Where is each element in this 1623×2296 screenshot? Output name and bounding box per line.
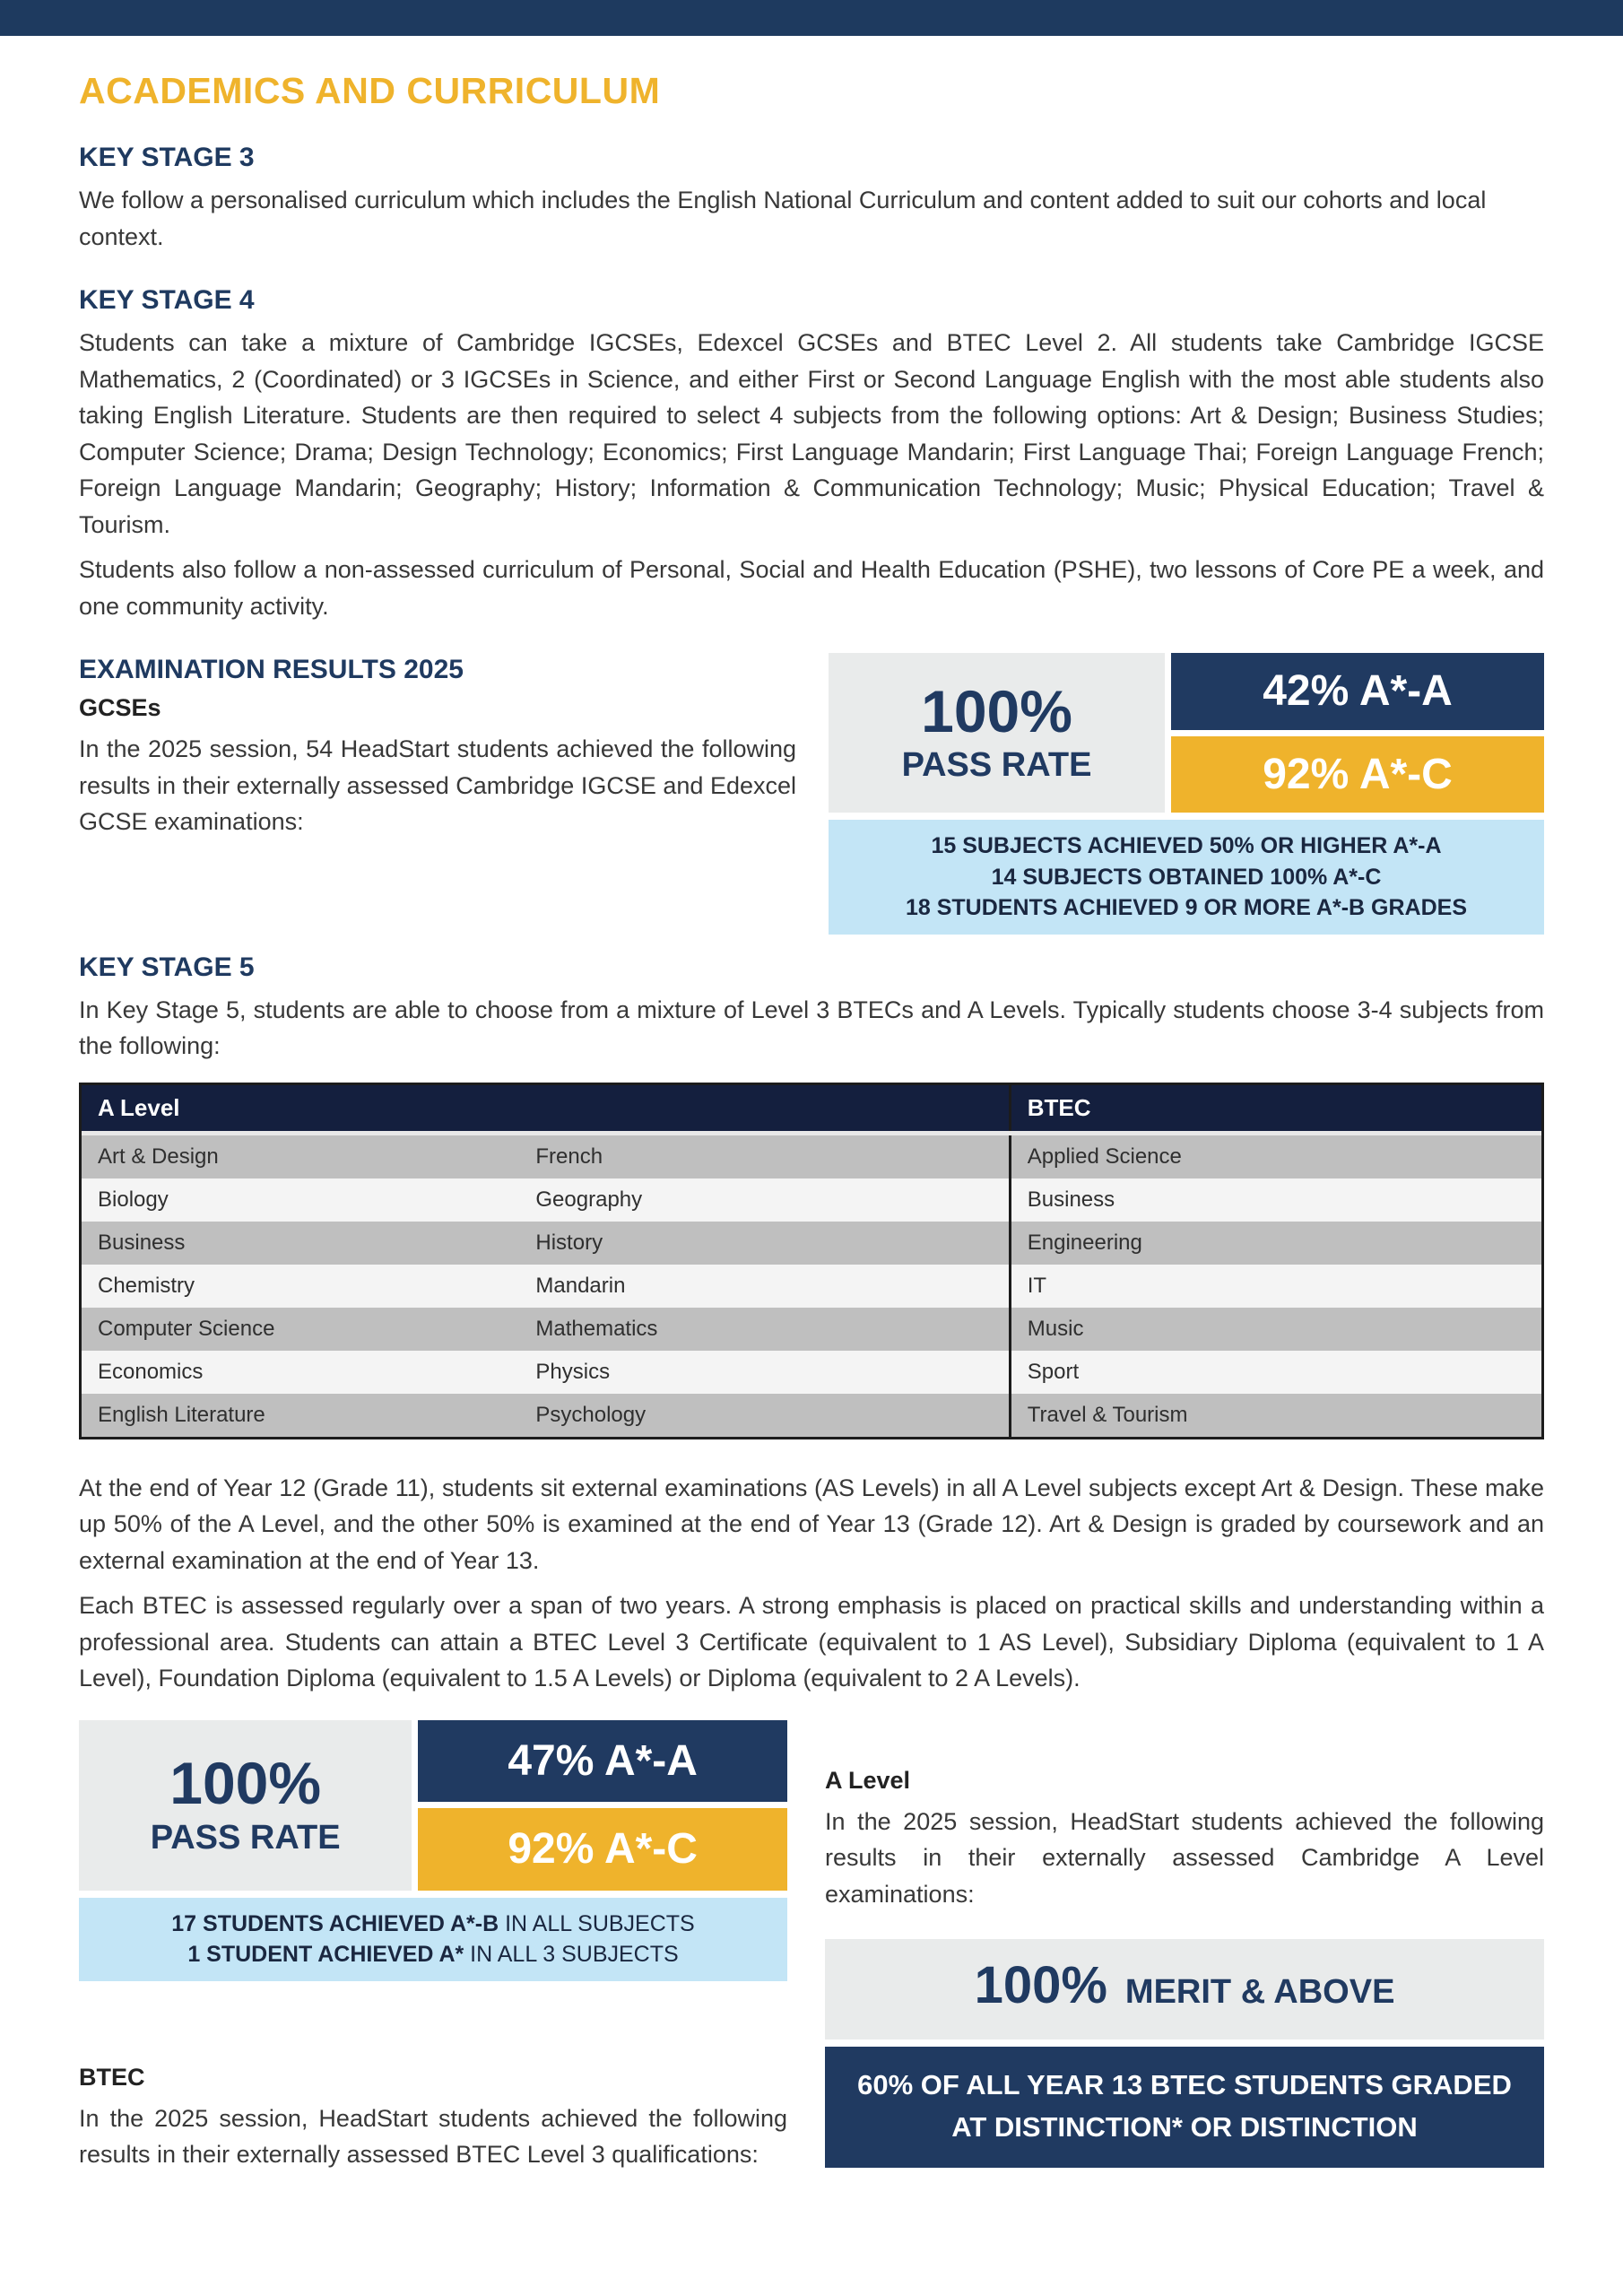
table-cell: Sport [1009,1351,1541,1394]
gcse-stat-a-star-c: 92% A*-C [1171,736,1544,813]
key-stage-4-paragraph-1: Students can take a mixture of Cambridge IGCSEs, Edexcel GCSEs and BTEC Level 2. All students take Cambridge IGCSE Mathematics, 2 (Coordinated) or 3 IGCSEs in Science, and either First or Second Language English with the most able students also taking English Literature. Students are then required to select 4 subjects from the following options: Art & Design; Business Studies; Computer Science; Drama; Design Technology; Economics; First Language Mandarin; First Language Thai; Foreign Language French; Foreign Language Mandarin; Geography; History; Information & Communication Technology; Music; Physical Education; Travel & Tourism. [79,329,1544,538]
table-cell: Mathematics [535,1316,658,1341]
table-row [82,1308,1541,1351]
table-row [82,1265,1541,1308]
gcse-pass-rate-cell [829,653,1165,813]
gcse-highlights-box [829,820,1544,935]
exam-results-heading: EXAMINATION RESULTS 2025 [79,655,464,684]
table-cell: Music [1009,1308,1541,1351]
key-stage-5-paragraph-3: Each BTEC is assessed regularly over a span of two years. A strong emphasis is placed on practical skills and understanding within a professional area. Students can attain a BTEC Level 3 Certificate (equivalent to 1 AS Level), Subsidiary Diploma (equivalent to 1 A Level), Foundation Diploma (equivalent to 1.5 A Levels) or Diploma (equivalent to 2 A Levels). [79,1592,1544,1692]
subjects-table-header [82,1085,1541,1135]
btec-heading: BTEC [79,2063,145,2091]
ks5-results-right-column [825,1720,1544,2180]
table-cell: Travel & Tourism [1009,1394,1541,1437]
table-row [82,1135,1541,1178]
table-row [82,1178,1541,1222]
btec-banner-line-2: AT DISTINCTION* OR DISTINCTION [951,2110,1418,2143]
top-border-bar [0,0,1623,36]
gcse-pass-rate-value: 100% [921,677,1072,744]
gcse-stats-box [829,653,1544,813]
page-title: ACADEMICS AND CURRICULUM [79,70,661,111]
a-level-stat-a-star-a: 47% A*-A [418,1720,787,1803]
gcse-text-column [79,631,796,935]
table-cell: Biology [98,1187,169,1212]
table-cell: Psychology [535,1402,647,1427]
key-stage-5-paragraph-1: In Key Stage 5, students are able to choose from a mixture of Level 3 BTECs and A Levels. Typically students choose 3-4 subjects from the following: [79,996,1544,1059]
btec-merit-label: MERIT & ABOVE [1124,1973,1395,2011]
gcse-paragraph: In the 2025 session, 54 HeadStart students achieved the following results in their externally assessed Cambridge IGCSE and Edexcel GCSE examinations: [79,735,796,835]
section-ks5-results [79,1720,1544,2180]
a-level-pass-rate-value: 100% [169,1750,322,1817]
table-cell: IT [1009,1265,1541,1308]
btec-merit-box [825,1939,1544,2168]
key-stage-3-paragraph: We follow a personalised curriculum which includes the English National Curriculum and content added to suit our cohorts and local context. [79,187,1487,250]
table-cell: English Literature [98,1402,265,1427]
table-row [82,1222,1541,1265]
a-level-heading: A Level [825,1766,911,1794]
table-cell: Art & Design [98,1144,219,1169]
btec-text-block [79,2064,787,2173]
page-content [0,70,1623,2180]
btec-merit-cell [825,1939,1544,2039]
table-cell: French [535,1144,603,1169]
table-cell: Engineering [1009,1222,1541,1265]
table-header-btec: BTEC [1009,1085,1541,1131]
table-cell: Applied Science [1009,1135,1541,1178]
gcse-highlight-line: 14 SUBJECTS OBTAINED 100% A*-C [991,864,1382,890]
btec-distinction-banner [825,2047,1544,2168]
table-cell: History [535,1230,603,1255]
gcse-stats-column [829,631,1544,935]
gcse-pass-rate-label: PASS RATE [901,746,1092,785]
section-key-stage-5 [79,952,1544,1697]
a-level-pass-rate-cell [79,1720,412,1891]
section-exam-results [79,631,1544,935]
ks5-results-left-column [79,1720,787,2180]
btec-banner-line-1: 60% OF ALL YEAR 13 BTEC STUDENTS GRADED [857,2069,1512,2100]
table-cell: Geography [535,1187,643,1212]
table-cell: Business [98,1230,186,1255]
gcse-highlight-line: 18 STUDENTS ACHIEVED 9 OR MORE A*-B GRADES [905,895,1467,920]
btec-merit-value: 100% [974,1956,1107,2014]
key-stage-5-heading: KEY STAGE 5 [79,952,255,982]
a-level-paragraph: In the 2025 session, HeadStart students achieved the following results in their externally assessed Cambridge A Level examinations: [825,1807,1544,1908]
a-level-stat-a-star-c: 92% A*-C [418,1808,787,1891]
gcse-highlight-line: 15 SUBJECTS ACHIEVED 50% OR HIGHER A*-A [931,833,1442,858]
table-cell: Business [1009,1178,1541,1222]
table-cell: Chemistry [98,1273,195,1298]
a-level-highlights-box [79,1898,787,1981]
a-level-highlight-line: 1 STUDENT ACHIEVED A* IN ALL 3 SUBJECTS [187,1942,679,1967]
gcse-heading: GCSEs [79,694,161,721]
table-cell: Mandarin [535,1273,626,1298]
table-cell: Physics [535,1359,611,1384]
btec-paragraph: In the 2025 session, HeadStart students achieved the following results in their externally assessed BTEC Level 3 qualifications: [79,2104,787,2168]
gcse-stat-a-star-a: 42% A*-A [1171,653,1544,730]
key-stage-4-paragraph-2: Students also follow a non-assessed curriculum of Personal, Social and Health Education (PSHE), two lessons of Core PE a week, and one community activity. [79,556,1544,620]
section-key-stage-3 [79,143,1544,255]
table-row [82,1394,1541,1437]
a-level-pass-rate-label: PASS RATE [150,1818,341,1857]
key-stage-3-heading: KEY STAGE 3 [79,143,255,172]
a-level-stats-box [79,1720,787,1891]
table-row [82,1351,1541,1394]
key-stage-4-heading: KEY STAGE 4 [79,285,255,315]
table-cell: Computer Science [98,1316,275,1341]
subjects-table [79,1083,1544,1439]
a-level-highlight-line: 17 STUDENTS ACHIEVED A*-B IN ALL SUBJECTS [171,1910,695,1936]
table-header-a-level: A Level [98,1093,180,1121]
section-key-stage-4 [79,285,1544,624]
table-cell: Economics [98,1359,204,1384]
key-stage-5-paragraph-2: At the end of Year 12 (Grade 11), students sit external examinations (AS Levels) in all A Level subjects except Art & Design. These make up 50% of the A Level, and the other 50% is examined at the end of Year 13 (Grade 12). Art & Design is graded by coursework and an external examination at the end of Year 13. [79,1474,1544,1574]
